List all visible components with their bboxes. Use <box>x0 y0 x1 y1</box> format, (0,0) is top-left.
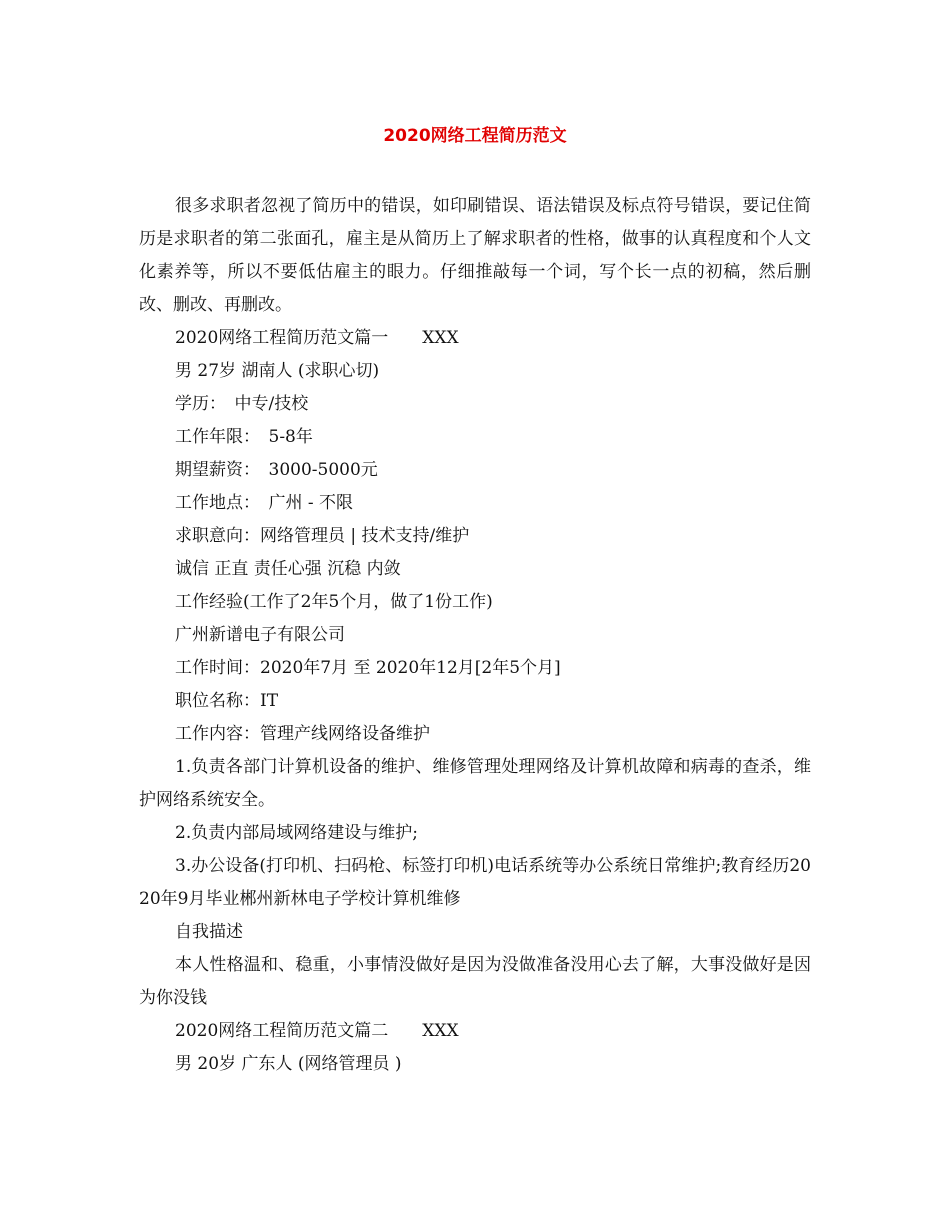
resume-one-duty-3: 3.办公设备(打印机、扫码枪、标签打印机)电话系统等办公系统日常维护;教育经历2020年9月毕业郴州新林电子学校计算机维修 <box>139 856 811 909</box>
resume-one-work-location: 工作地点： 广州 - 不限 <box>175 493 354 513</box>
resume-one-experience-summary: 工作经验(工作了2年5个月，做了1份工作) <box>175 592 493 612</box>
resume-one-duty-1: 1.负责各部门计算机设备的维护、维修管理处理网络及计算机故障和病毒的查杀，维护网络系统安全。 <box>139 757 811 810</box>
resume-one-job-content: 工作内容：管理产线网络设备维护 <box>175 724 430 744</box>
resume-one-job-intention: 求职意向：网络管理员 | 技术支持/维护 <box>175 526 470 546</box>
resume-one-self-description: 本人性格温和、稳重，小事情没做好是因为没做准备没用心去了解，大事没做好是因为你没钱 <box>139 955 811 1008</box>
resume-one-traits: 诚信 正直 责任心强 沉稳 内敛 <box>175 559 401 579</box>
resume-one-work-period: 工作时间：2020年7月 至 2020年12月[2年5个月] <box>175 658 561 678</box>
intro-paragraph: 很多求职者忽视了简历中的错误，如印刷错误、语法错误及标点符号错误，要记住简历是求职者的第二张面孔，雇主是从简历上了解求职者的性格，做事的认真程度和个人文化素养等，所以不要低估雇主的眼力。仔细推敲每一个词，写个长一点的初稿，然后删改、删改、再删改。 <box>139 196 811 315</box>
resume-one-duty-2: 2.负责内部局域网络建设与维护; <box>175 823 418 843</box>
resume-one-company: 广州新谱电子有限公司 <box>175 625 345 645</box>
resume-one-work-years: 工作年限： 5-8年 <box>175 427 313 447</box>
resume-one-education: 学历： 中专/技校 <box>175 394 309 414</box>
resume-one-expected-salary: 期望薪资： 3000-5000元 <box>175 460 378 480</box>
resume-two-basic-info: 男 20岁 广东人 (网络管理员 ) <box>175 1054 402 1074</box>
resume-one-position: 职位名称：IT <box>175 691 279 711</box>
resume-two-heading: 2020网络工程简历范文篇二 XXX <box>175 1021 459 1041</box>
resume-one-heading: 2020网络工程简历范文篇一 XXX <box>175 328 459 348</box>
resume-one-basic-info: 男 27岁 湖南人 (求职心切) <box>175 361 380 381</box>
resume-one-self-description-heading: 自我描述 <box>175 922 243 942</box>
document-title: 2020网络工程简历范文 <box>383 126 567 146</box>
document-body <box>139 190 811 1081</box>
